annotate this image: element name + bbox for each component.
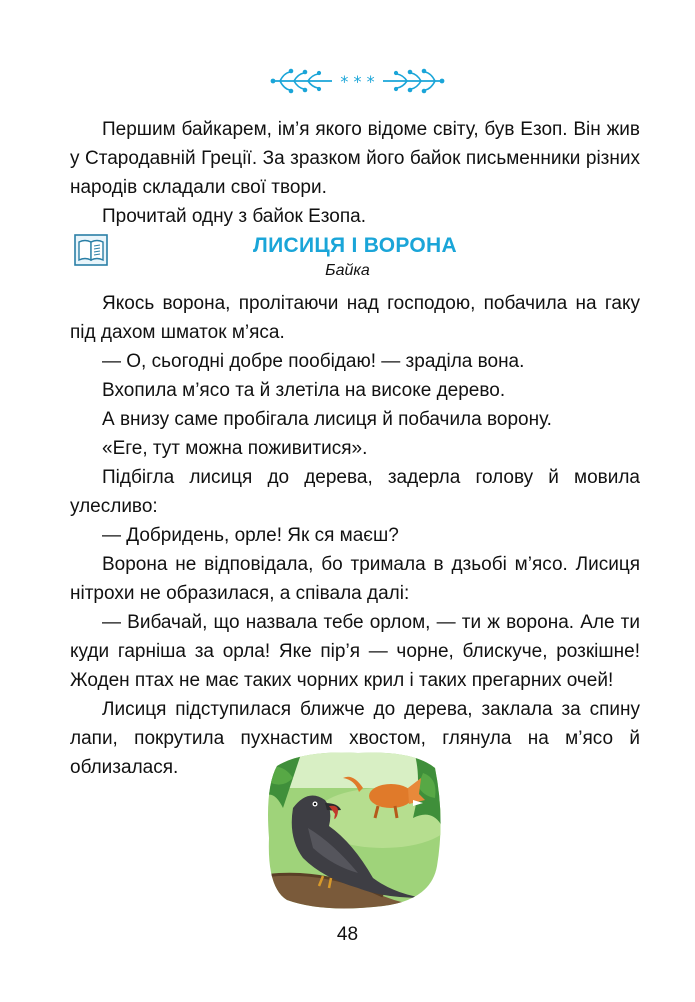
story-paragraph: А внизу саме пробігала лисиця й побачила ворону. xyxy=(102,409,552,430)
story-genre: Байка xyxy=(325,262,370,279)
story-paragraph: Якось ворона, пролітаючи над господою, побачила на гаку під дахом шматок м’яса. xyxy=(70,293,640,343)
story-paragraph: — Добридень, орле! Як ся маєш? xyxy=(102,525,399,546)
story-title-row xyxy=(70,232,640,266)
crow-and-fox-illustration xyxy=(263,748,443,911)
page-number: 48 xyxy=(336,924,359,945)
story-paragraph: Вхопила м’ясо та й злетіла на високе дерево. xyxy=(102,380,506,401)
intro-instruction: Прочитай одну з байок Езопа. xyxy=(102,206,366,227)
intro-paragraph: Першим байкарем, ім’я якого відоме світу, був Езоп. Він жив у Стародавній Греції. За зразком його байок письменники різних народів складали свої твори. xyxy=(70,119,640,198)
decorative-ornament xyxy=(270,64,445,98)
story-paragraph: Ворона не відповідала, бо тримала в дзьобі м’ясо. Лисиця нітрохи не образилася, а співала далі: xyxy=(70,554,640,604)
story-title: ЛИСИЦЯ І ВОРОНА xyxy=(253,234,457,257)
story-paragraph: Підбігла лисиця до дерева, задерла голову й мовила улесливо: xyxy=(70,467,640,517)
story-paragraph: Лисиця підступилася ближче до дерева, заклала за спину лапи, покрутила пухнастим хвостом, глянула на м’ясо й облизалася. xyxy=(70,699,640,778)
story-text xyxy=(70,289,640,782)
story-paragraph: — Вибачай, що назвала тебе орлом, — ти ж ворона. Але ти куди гарніша за орла! Яке пір’я — чорне, блискуче, розкішне! Жоден птах не має таких чорних крил і таких прегарних очей! xyxy=(70,612,640,691)
story-paragraph: «Еге, тут можна поживитися». xyxy=(102,438,368,459)
story-paragraph: — О, сьогодні добре пообідаю! — зраділа вона. xyxy=(102,351,525,372)
intro-section xyxy=(70,115,640,231)
svg-text:* * *: * * * xyxy=(340,72,375,91)
